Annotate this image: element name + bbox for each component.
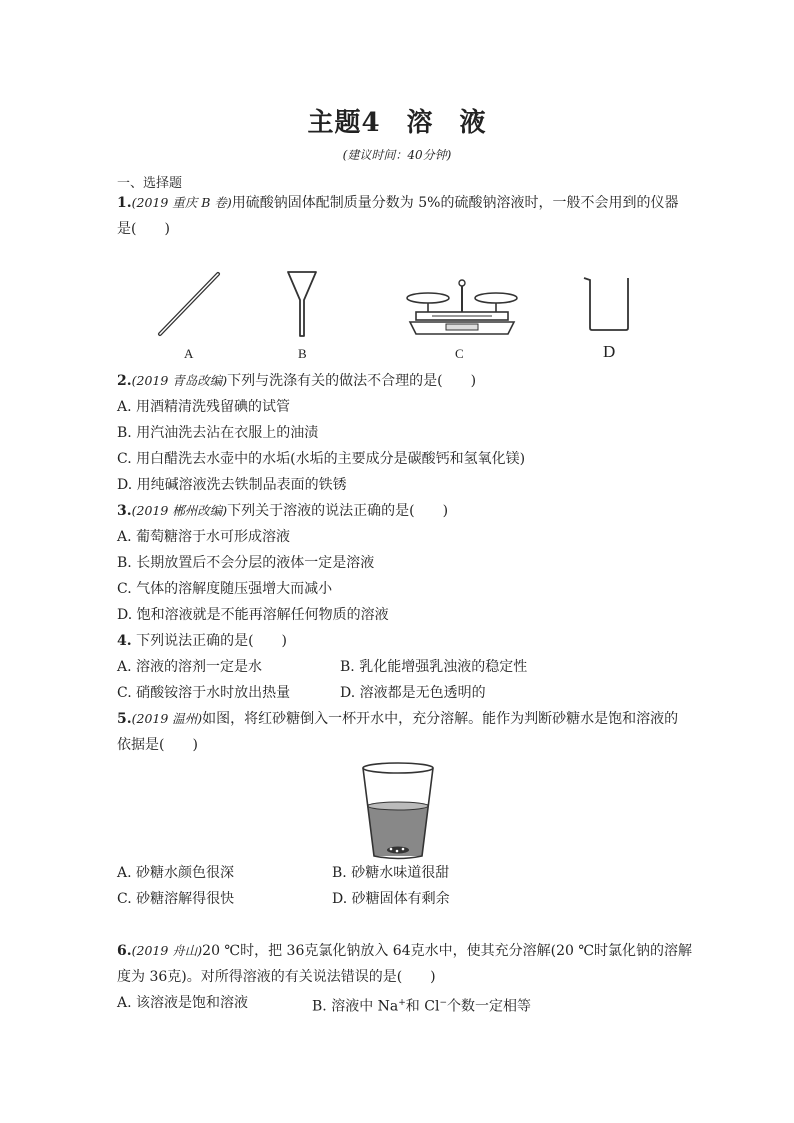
figure-label-b: B: [298, 346, 307, 361]
beaker-icon: [582, 274, 636, 334]
cup-of-sugar-water-icon: [358, 760, 438, 862]
q6-option-b: [312, 990, 531, 1020]
question-5-line-1: [117, 706, 678, 732]
question-6-line-1: [117, 938, 692, 964]
question-source: (2019 温州): [131, 711, 203, 726]
question-text: 下列关于溶液的说法正确的是( ): [227, 503, 449, 519]
question-2: [117, 368, 476, 394]
q3-option-a: A. 葡萄糖溶于水可形成溶液: [117, 529, 291, 545]
q3-option-d: D. 饱和溶液就是不能再溶解任何物质的溶液: [117, 607, 389, 623]
question-text: 下列与洗涤有关的做法不合理的是( ): [227, 373, 477, 389]
option-text: 个数一定相等: [446, 998, 531, 1015]
question-text: 如图，将红砂糖倒入一杯开水中，充分溶解。能作为判断砂糖水是饱和溶液的: [202, 711, 679, 727]
q2-option-d: D. 用纯碱溶液洗去铁制品表面的铁锈: [117, 477, 347, 493]
suggested-time: (建议时间：40分钟): [342, 148, 452, 162]
q4-option-a: A. 溶液的溶剂一定是水: [117, 659, 263, 675]
question-text: 20 ℃时，把 36克氯化钠放入 64克水中，使其充分溶解(20 ℃时氯化钠的溶解: [202, 943, 693, 959]
question-number: 1.: [117, 195, 132, 211]
figure-label-d: D: [603, 342, 616, 361]
option-text: 和 Cl: [405, 998, 440, 1015]
q6-option-a: A. 该溶液是饱和溶液: [117, 995, 249, 1011]
q3-option-c: C. 气体的溶解度随压强增大而减小: [117, 581, 333, 597]
q4-option-d: D. 溶液都是无色透明的: [340, 685, 486, 701]
funnel-icon: [284, 268, 320, 340]
question-number: 4.: [117, 633, 132, 649]
q5-option-a: A. 砂糖水颜色很深: [117, 865, 235, 881]
q5-option-d: D. 砂糖固体有剩余: [332, 891, 450, 907]
question-4: [117, 628, 287, 654]
question-1-line-1: [117, 190, 678, 216]
question-text: 下列说法正确的是( ): [136, 633, 288, 649]
question-1-line-2: 是( ): [117, 221, 170, 237]
question-source: (2019 重庆 B 卷): [131, 195, 232, 210]
question-6-line-2: 度为 36克)。对所得溶液的有关说法错误的是( ): [117, 969, 436, 985]
balance-icon: [402, 276, 522, 340]
page-title: [0, 102, 794, 139]
q4-option-b: B. 乳化能增强乳浊液的稳定性: [340, 659, 528, 675]
title-part-3: 液: [459, 108, 487, 138]
q5-option-b: B. 砂糖水味道很甜: [332, 865, 450, 881]
q2-option-b: B. 用汽油洗去沾在衣服上的油渍: [117, 425, 319, 441]
superscript-plus: +: [398, 998, 406, 1008]
question-number: 5.: [117, 711, 132, 727]
figure-label-a: A: [184, 346, 194, 361]
title-part-1: 主题4: [307, 108, 381, 138]
question-source: (2019 青岛改编): [131, 373, 228, 388]
q4-option-c: C. 硝酸铵溶于水时放出热量: [117, 685, 291, 701]
question-source: (2019 郴州改编): [131, 503, 228, 518]
question-text: 用硫酸钠固体配制质量分数为 5%的硫酸钠溶液时，一般不会用到的仪器: [231, 195, 679, 211]
question-number: 3.: [117, 503, 132, 519]
q5-option-c: C. 砂糖溶解得很快: [117, 891, 235, 907]
q3-option-b: B. 长期放置后不会分层的液体一定是溶液: [117, 555, 375, 571]
title-part-2: 溶: [406, 108, 434, 138]
question-source: (2019 舟山): [131, 943, 203, 958]
q2-option-a: A. 用酒精清洗残留碘的试管: [117, 399, 291, 415]
question-3: [117, 498, 448, 524]
question-number: 2.: [117, 373, 132, 389]
option-text: B. 溶液中 Na: [312, 998, 399, 1015]
figure-label-c: C: [455, 346, 464, 361]
glass-rod-icon: [150, 268, 230, 340]
question-number: 6.: [117, 943, 132, 959]
question-5-line-2: 依据是( ): [117, 737, 198, 753]
q2-option-c: C. 用白醋洗去水壶中的水垢(水垢的主要成分是碳酸钙和氢氧化镁): [117, 451, 526, 467]
section-heading: 一、选择题: [117, 176, 183, 191]
superscript-minus: −: [439, 998, 447, 1008]
